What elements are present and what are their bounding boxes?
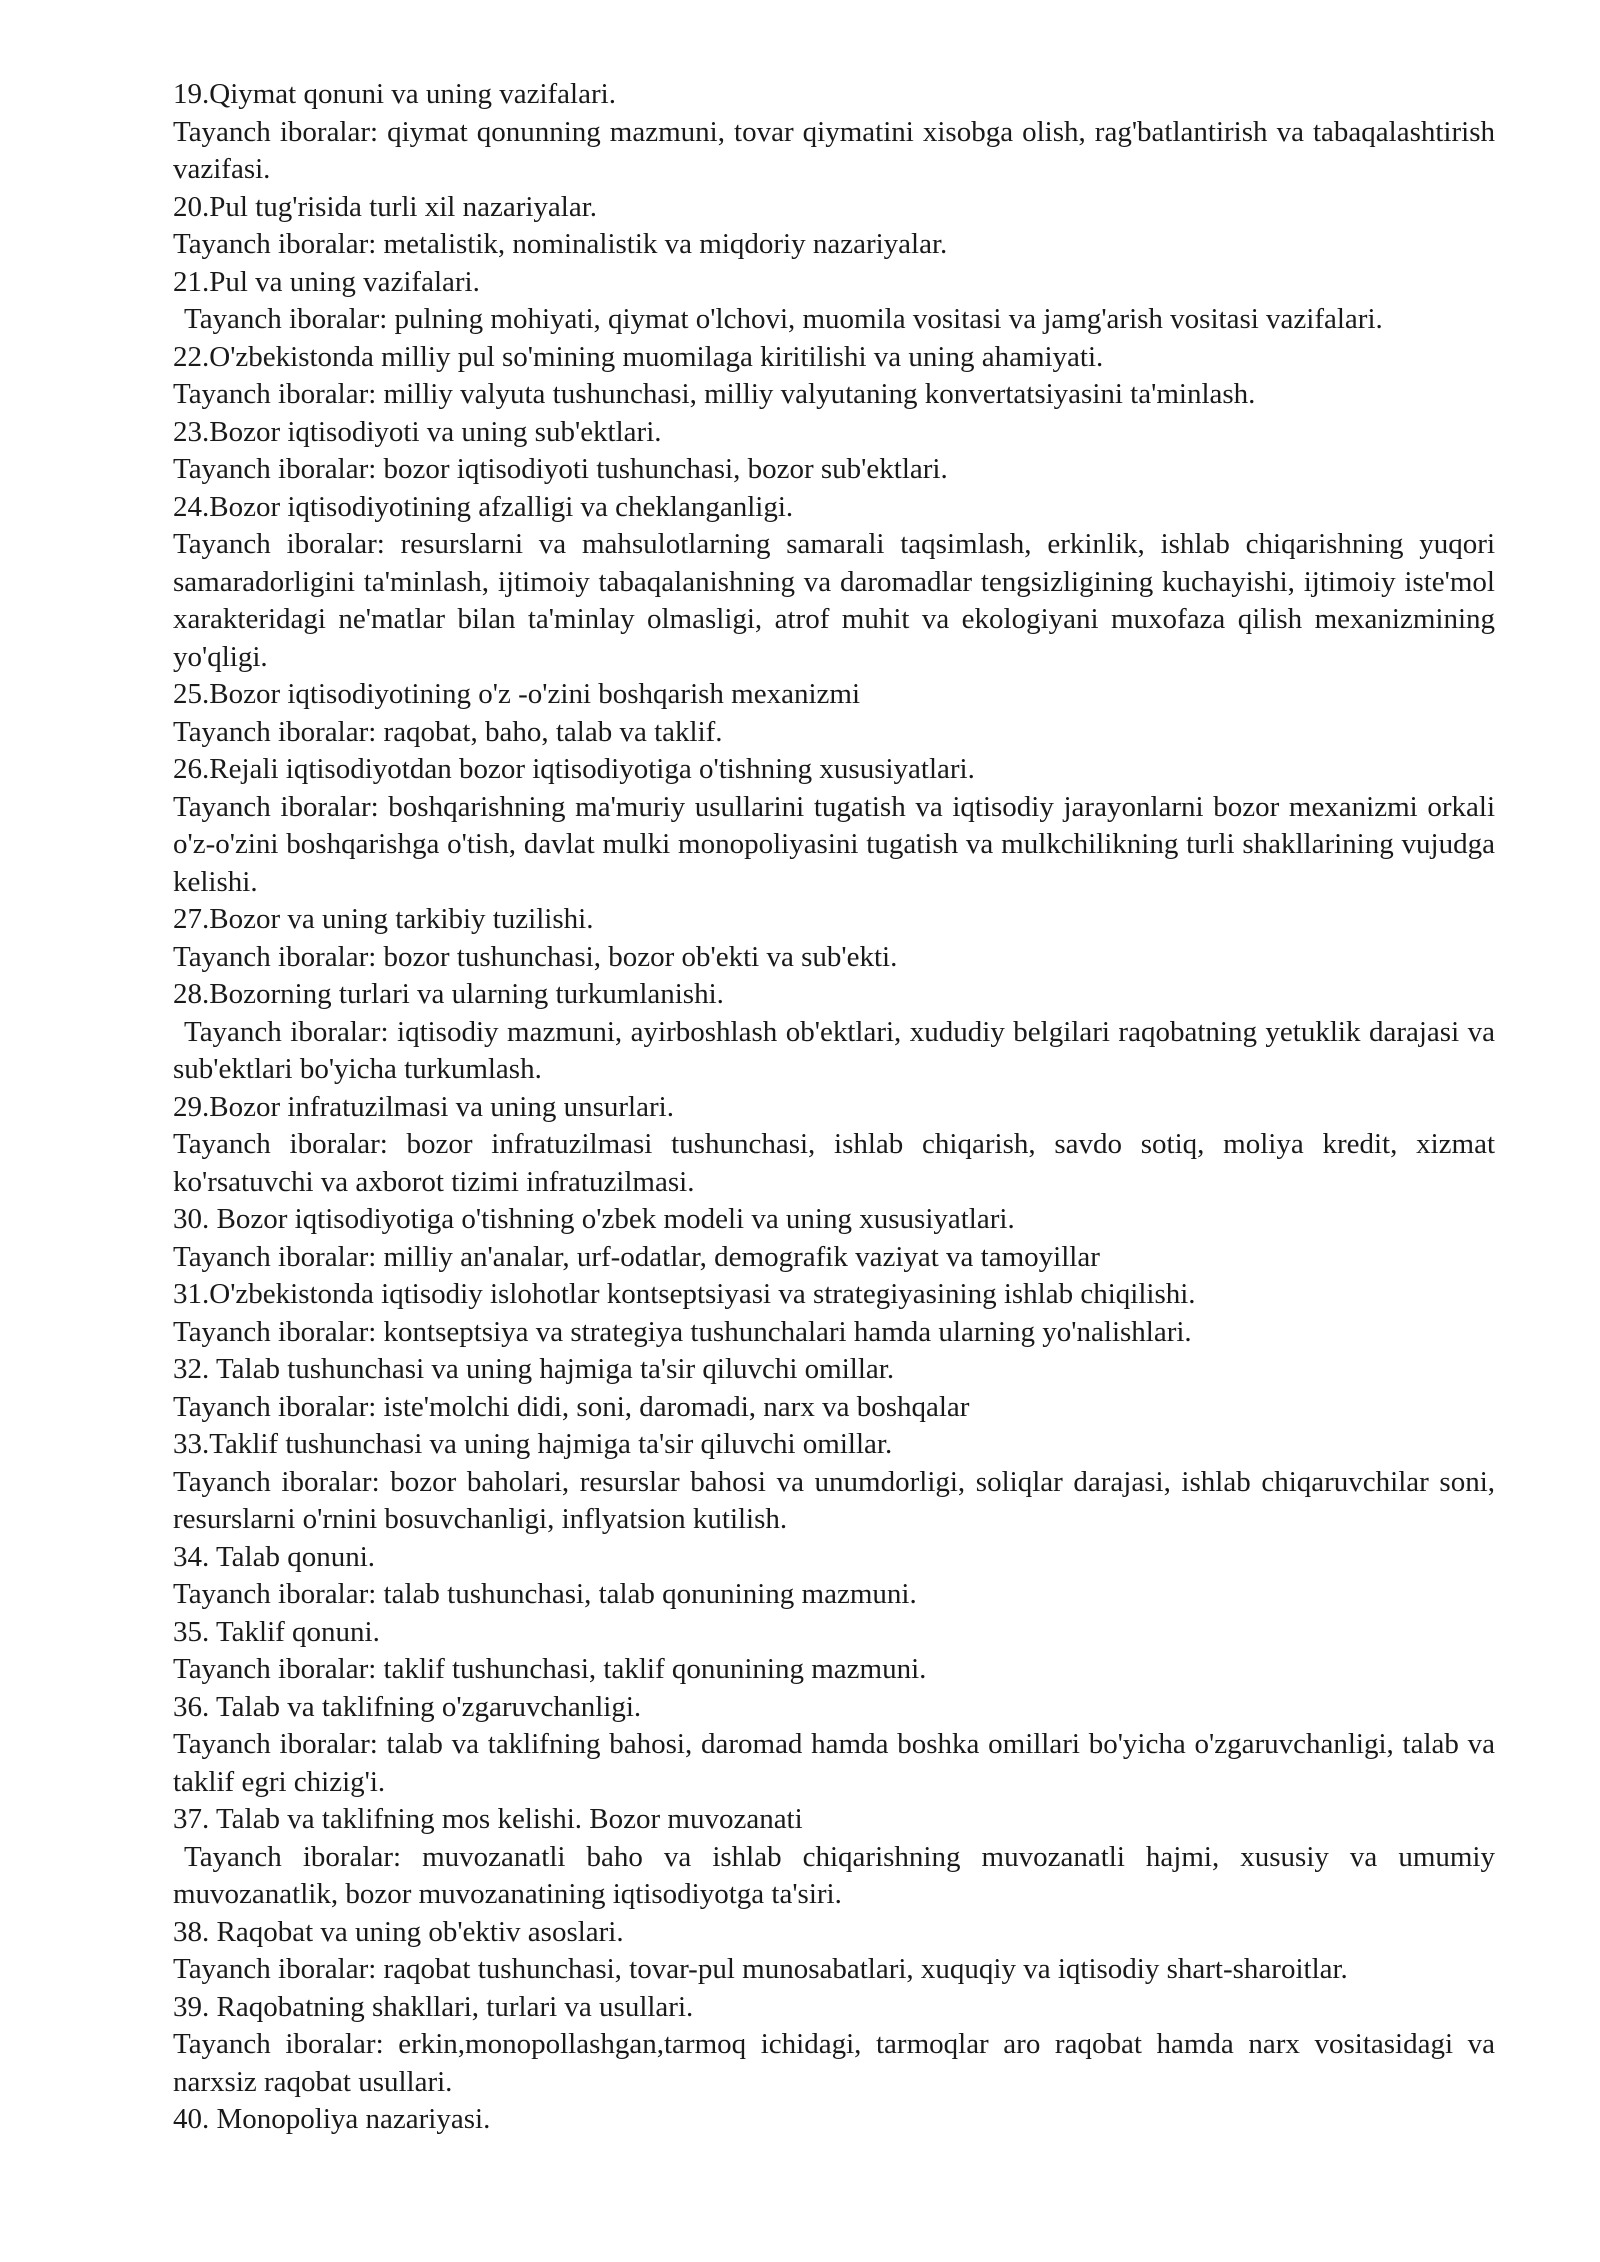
topic-title: 29.Bozor infratuzilmasi va uning unsurlari. xyxy=(173,1090,674,1123)
topic-title: 40. Monopoliya nazariyasi. xyxy=(173,2103,491,2135)
topic-title: 32. Talab tushunchasi va uning hajmiga ta'sir qiluvchi omillar. xyxy=(173,1353,895,1385)
topic-key-terms: Tayanch iboralar: boshqarishning ma'muriy usullarini tugatish va iqtisodiy jarayonlarni bozor mexanizmi orkali o'z-o'zini boshqarishga o'tish, davlat mulki monopoliyasini tugatish va mulkchilikning turli shakllarining vujudga kelishi. xyxy=(173,790,1495,898)
topic-title: 38. Raqobat va uning ob'ektiv asoslari. xyxy=(173,1915,624,1948)
topic-key-terms: Tayanch iboralar: metalistik, nominalistik va miqdoriy nazariyalar. xyxy=(173,228,948,260)
topic-title: 27.Bozor va uning tarkibiy tuzilishi. xyxy=(173,903,594,935)
topic-title: 19.Qiymat qonuni va uning vazifalari. xyxy=(173,78,616,110)
topic-title: 21.Pul va uning vazifalari. xyxy=(173,265,480,298)
topic-title: 37. Talab va taklifning mos kelishi. Bozor muvozanati xyxy=(173,1803,803,1835)
topic-key-terms: Tayanch iboralar: talab va taklifning bahosi, daromad hamda boshka omillari bo'yicha o'zgaruvchanligi, talab va taklif egri chizig'i. xyxy=(173,1728,1495,1798)
topic-title: 33.Taklif tushunchasi va uning hajmiga ta'sir qiluvchi omillar. xyxy=(173,1428,893,1460)
topic-key-terms: Tayanch iboralar: bozor iqtisodiyoti tushunchasi, bozor sub'ektlari. xyxy=(173,453,948,485)
topic-key-terms: Tayanch iboralar: bozor tushunchasi, bozor ob'ekti va sub'ekti. xyxy=(173,940,898,973)
topic-key-terms: Tayanch iboralar: pulning mohiyati, qiymat o'lchovi, muomila vositasi va jamg'arish vositasi vazifalari. xyxy=(184,303,1383,335)
topic-title: 30. Bozor iqtisodiyotiga o'tishning o'zbek modeli va uning xususiyatlari. xyxy=(173,1203,1015,1235)
topic-key-terms: Tayanch iboralar: iqtisodiy mazmuni, ayirboshlash ob'ektlari, xududiy belgilari raqobatning yetuklik darajasi va sub'ektlari bo'yicha turkumlash. xyxy=(173,1015,1495,1085)
topic-title: 28.Bozorning turlari va ularning turkumlanishi. xyxy=(173,978,724,1010)
topic-key-terms: Tayanch iboralar: bozor baholari, resurslar bahosi va unumdorligi, soliqlar darajasi, ishlab chiqaruvchilar soni, resurslarni o'rnini bosuvchanligi, inflyatsion kutilish. xyxy=(173,1465,1495,1535)
topic-title: 26.Rejali iqtisodiyotdan bozor iqtisodiyotiga o'tishning xususiyatlari. xyxy=(173,753,975,785)
topic-title: 22.O'zbekistonda milliy pul so'mining muomilaga kiritilishi va uning ahamiyati. xyxy=(173,340,1104,373)
topic-title: 25.Bozor iqtisodiyotining o'z -o'zini boshqarish mexanizmi xyxy=(173,678,861,710)
topic-key-terms: Tayanch iboralar: raqobat, baho, talab va taklif. xyxy=(173,715,723,748)
topic-key-terms: Tayanch iboralar: milliy valyuta tushunchasi, milliy valyutaning konvertatsiyasini ta'minlash. xyxy=(173,378,1256,410)
topic-key-terms: Tayanch iboralar: qiymat qonunning mazmuni, tovar qiymatini xisobga olish, rag'batlantirish va tabaqalashtirish vazifasi. xyxy=(173,115,1495,185)
topic-key-terms: Tayanch iboralar: resurslarni va mahsulotlarning samarali taqsimlash, erkinlik, ishlab chiqarishning yuqori samaradorligini ta'minlash, ijtimoiy tabaqalanishning va daromadlar tengsizligining kuchayishi, ijtimoiy iste'mol xarakteridagi ne'matlar bilan ta'minlay olmasligi, atrof muhit va ekologiyani muxofaza qilish mexanizmining yo'qligi. xyxy=(173,528,1495,673)
topic-key-terms: Tayanch iboralar: milliy an'analar, urf-odatlar, demografik vaziyat va tamoyillar xyxy=(173,1240,1100,1273)
topic-key-terms: Tayanch iboralar: bozor infratuzilmasi tushunchasi, ishlab chiqarish, savdo sotiq, moliya kredit, xizmat ko'rsatuvchi va axborot tizimi infratuzilmasi. xyxy=(173,1128,1495,1198)
topic-title: 20.Pul tug'risida turli xil nazariyalar. xyxy=(173,190,598,223)
topic-title: 31.O'zbekistonda iqtisodiy islohotlar kontseptsiyasi va strategiyasining ishlab chiqilishi. xyxy=(173,1278,1196,1310)
topic-title: 35. Taklif qonuni. xyxy=(173,1615,380,1648)
topic-key-terms: Tayanch iboralar: iste'molchi didi, soni, daromadi, narx va boshqalar xyxy=(173,1390,970,1423)
document-page xyxy=(173,76,1495,2139)
topic-key-terms: Tayanch iboralar: kontseptsiya va strategiya tushunchalari hamda ularning yo'nalishlari. xyxy=(173,1315,1192,1348)
topic-key-terms: Tayanch iboralar: taklif tushunchasi, taklif qonunining mazmuni. xyxy=(173,1653,927,1685)
topic-key-terms: Tayanch iboralar: erkin,monopollashgan,tarmoq ichidagi, tarmoqlar aro raqobat hamda narx vositasidagi va narxsiz raqobat usullari. xyxy=(173,2028,1495,2098)
topic-title: 24.Bozor iqtisodiyotining afzalligi va cheklanganligi. xyxy=(173,490,794,523)
topic-title: 36. Talab va taklifning o'zgaruvchanligi. xyxy=(173,1690,642,1723)
topic-title: 39. Raqobatning shakllari, turlari va usullari. xyxy=(173,1990,694,2023)
topic-title: 23.Bozor iqtisodiyoti va uning sub'ektlari. xyxy=(173,415,662,448)
topic-title: 34. Talab qonuni. xyxy=(173,1540,376,1573)
topic-key-terms: Tayanch iboralar: muvozanatli baho va ishlab chiqarishning muvozanatli hajmi, xususiy va umumiy muvozanatlik, bozor muvozanatining iqtisodiyotga ta'siri. xyxy=(173,1840,1495,1910)
topic-key-terms: Tayanch iboralar: talab tushunchasi, talab qonunining mazmuni. xyxy=(173,1578,917,1610)
topic-key-terms: Tayanch iboralar: raqobat tushunchasi, tovar-pul munosabatlari, xuquqiy va iqtisodiy shart-sharoitlar. xyxy=(173,1953,1348,1985)
